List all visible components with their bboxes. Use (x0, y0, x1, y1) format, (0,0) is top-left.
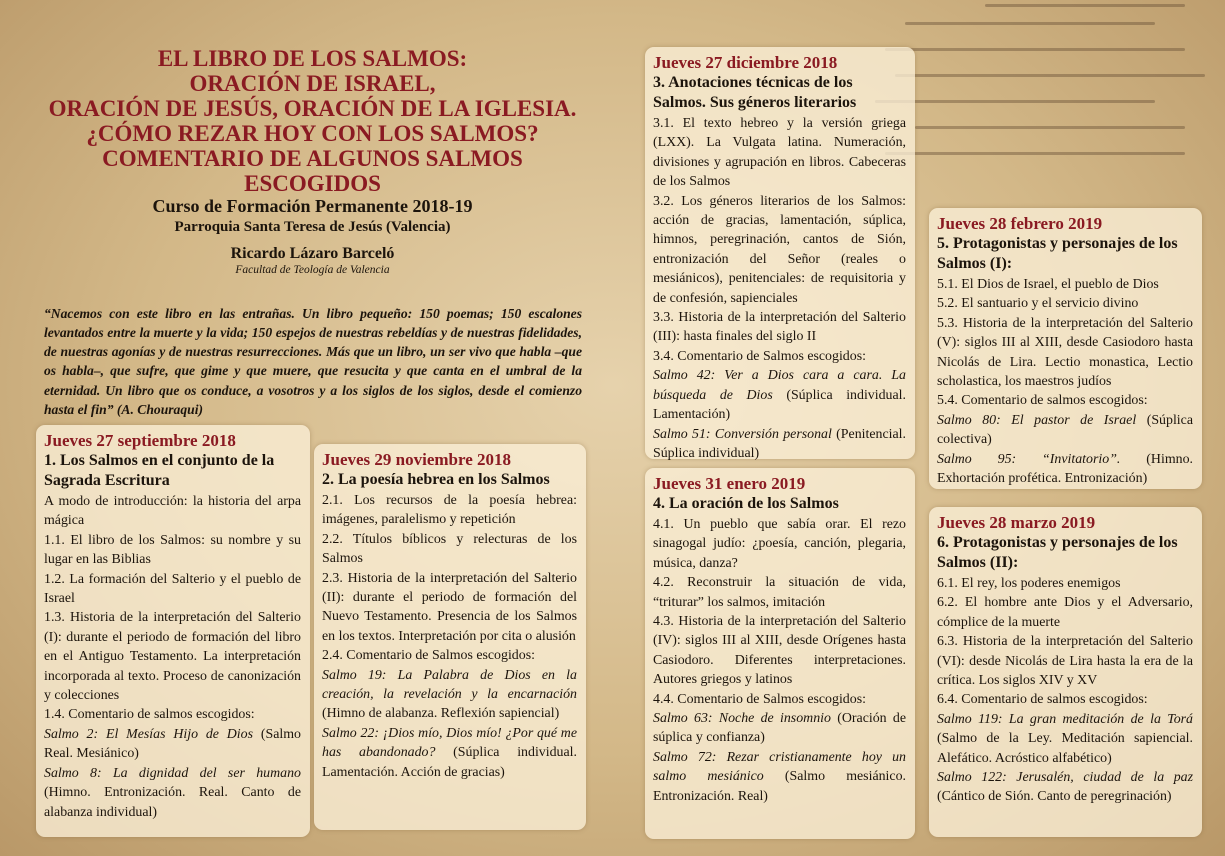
title-line: ORACIÓN DE JESÚS, ORACIÓN DE LA IGLESIA. (48, 96, 577, 121)
psalm-description: (Salmo de la Ley. Meditación sapiencial. Alefático. Acróstico alfabético) (937, 731, 1193, 766)
psalm-ref: Salmo 95: “Invitatorio”. (937, 451, 1121, 467)
psalm-ref: Salmo 19: La Palabra de Dios en la creación, la revelación y la encarnación (322, 667, 577, 703)
session-title: 4. La oración de los Salmos (653, 495, 839, 512)
session-item: 5.3. Historia de la interpretación del Salterio (V): siglos III al XIII, desde Casiodoro hasta Nicolás de Lira. Lectio monastica, Lectio scholastica, los maestros judíos (937, 315, 1193, 390)
session-date: Jueves 27 diciembre 2018 (653, 53, 838, 72)
course-name: Curso de Formación Permanente 2018-19 (152, 196, 473, 216)
psalm-entry (653, 748, 906, 806)
psalm-entry (44, 725, 301, 764)
session-title: 5. Protagonistas y personajes de los Salmos (I): (937, 235, 1178, 272)
session-item: 2.1. Los recursos de la poesía hebrea: imágenes, paralelismo y repetición (322, 493, 577, 528)
session-item: 4.4. Comentario de Salmos escogidos: (653, 691, 866, 707)
session-item: 6.4. Comentario de salmos escogidos: (937, 692, 1148, 708)
session-card (645, 47, 915, 459)
title-line: EL LIBRO DE LOS SALMOS: (157, 46, 468, 71)
session-date: Jueves 28 febrero 2019 (937, 214, 1103, 233)
psalm-entry (937, 710, 1193, 768)
session-item: 3.3. Historia de la interpretación del Salterio (III): hasta finales del siglo II (653, 310, 906, 345)
psalm-entry (937, 768, 1193, 807)
psalm-description: (Penitencial. Súplica individual) (653, 426, 906, 461)
session-card (645, 468, 915, 839)
epigraph-quote: “Nacemos con este libro en las entrañas. Un libro pequeño: 150 poemas; 150 escalones levantados entre la muerte y la vida; 150 espejos de nuestras rebeldías y de nuestras fidelidades, de nuestras agonías y de nuestras resurrecciones. Más que un libro, un ser vivo que habla –que os habla–, que sufre, que gime y que muere, que resucita y que canta en el umbral de la eternidad. Un libro que os conduce, a vosotros y a los siglos de los siglos, desde el comienzo hasta el fin” (A. Chouraqui) (44, 305, 582, 418)
session-item: 4.1. Un pueblo que sabía orar. El rezo sinagogal judío: ¿poesía, canción, plegaria, música, danza? (653, 517, 906, 571)
title-line: ORACIÓN DE ISRAEL, (189, 71, 436, 96)
psalm-ref: Salmo 22: ¡Dios mío, Dios mío! ¿Por qué me has abandonado? (322, 725, 577, 761)
session-item: 1.1. El libro de los Salmos: su nombre y su lugar en las Biblias (44, 532, 301, 568)
psalm-ref: Salmo 80: El pastor de Israel (937, 412, 1137, 428)
session-item: 3.2. Los géneros literarios de los Salmos: acción de gracias, lamentación, súplica, himnos, peregrinación, cantos de Sión, entronización del Señor (reales o mesiánicos), penitenciales: de requisitoria y de confesión, sapienciales (653, 193, 906, 306)
psalm-ref: Salmo 63: Noche de insomnio (653, 711, 831, 727)
psalm-entry (653, 709, 906, 748)
session-item: A modo de introducción: la historia del arpa mágica (44, 494, 301, 529)
session-date: Jueves 29 noviembre 2018 (322, 450, 512, 469)
psalm-entry (322, 666, 577, 724)
session-title: 6. Protagonistas y personajes de los Salmos (II): (937, 534, 1178, 571)
session-title: 2. La poesía hebrea en los Salmos (322, 471, 550, 488)
session-item: 5.1. El Dios de Israel, el pueblo de Dios (937, 277, 1159, 292)
session-title: 3. Anotaciones técnicas de los Salmos. Sus géneros literarios (653, 74, 857, 111)
session-item: 3.1. El texto hebreo y la versión griega (LXX). La Vulgata latina. Numeración, divisiones y agrupación en libros. Cabeceras de los Salmos (653, 116, 906, 190)
session-card (929, 507, 1202, 837)
psalm-description: (Cántico de Sión. Canto de peregrinación) (937, 789, 1172, 805)
session-item: 4.3. Historia de la interpretación del Salterio (IV): siglos III al XIII, desde Orígenes hasta Casiodoro. Diferentes interpretaciones. Autores griegos y latinos (653, 614, 906, 688)
title-line: COMENTARIO DE ALGUNOS SALMOS ESCOGIDOS (102, 146, 523, 196)
psalm-ref: Salmo 72: Rezar cristianamente hoy un salmo mesiánico (653, 749, 906, 785)
psalm-description: (Himno. Entronización. Real. Canto de alabanza individual) (44, 785, 301, 820)
psalm-ref: Salmo 42: Ver a Dios cara a cara. La búsqueda de Dios (653, 368, 906, 403)
session-date: Jueves 28 marzo 2019 (937, 513, 1096, 532)
parish-name: Parroquia Santa Teresa de Jesús (Valencia) (174, 219, 451, 235)
session-item: 3.4. Comentario de Salmos escogidos: (653, 348, 866, 364)
session-item: 2.2. Títulos bíblicos y relecturas de los Salmos (322, 531, 577, 567)
psalm-ref: Salmo 119: La gran meditación de la Torá (937, 711, 1193, 727)
session-item: 4.2. Reconstruir la situación de vida, “triturar” los salmos, imitación (653, 575, 906, 610)
author-name: Ricardo Lázaro Barceló (230, 245, 395, 262)
psalm-description: (Salmo Real. Mesiánico) (44, 726, 301, 762)
psalm-description: (Himno. Exhortación profética. Entronización) (937, 451, 1193, 487)
title-line: ¿CÓMO REZAR HOY CON LOS SALMOS? (86, 121, 539, 146)
session-item: 6.1. El rey, los poderes enemigos (937, 576, 1121, 591)
psalm-entry (322, 724, 577, 782)
psalm-description: (Salmo mesiánico. Entronización. Real) (653, 769, 906, 804)
psalm-entry (44, 764, 301, 822)
psalm-description: (Himno de alabanza. Reflexión sapiencial) (322, 706, 560, 722)
psalm-ref: Salmo 8: La dignidad del ser humano (44, 765, 301, 781)
psalm-description: (Súplica individual. Lamentación) (653, 387, 906, 423)
psalm-entry (937, 411, 1193, 450)
psalm-ref: Salmo 51: Conversión personal (653, 426, 832, 442)
manuscript-script-decoration (865, 0, 1225, 200)
psalm-entry (653, 425, 906, 464)
session-item: 2.3. Historia de la interpretación del Salterio (II): durante el periodo de formación del Nuevo Testamento. Presencia de los Salmos en los textos. Interpretación por cita o alusión (322, 570, 577, 644)
session-card (314, 444, 586, 830)
faculty-name: Facultad de Teología de Valencia (235, 264, 390, 276)
session-item: 1.3. Historia de la interpretación del Salterio (I): durante el periodo de formación del libro en el Antiguo Testamento. La interpretación incorporada al texto. Proceso de canonización y colecciones (44, 610, 301, 704)
session-item: 6.3. Historia de la interpretación del Salterio (VI): desde Nicolás de Lira hasta la era de la crítica. Los siglos XIV y XV (937, 634, 1193, 689)
session-date: Jueves 27 septiembre 2018 (44, 431, 236, 450)
session-card (36, 425, 310, 837)
psalm-ref: Salmo 2: El Mesías Hijo de Dios (44, 726, 254, 742)
psalm-entry (653, 366, 906, 424)
session-item: 1.4. Comentario de salmos escogidos: (44, 707, 255, 723)
session-item: 6.2. El hombre ante Dios y el Adversario, cómplice de la muerte (937, 595, 1193, 630)
session-item: 2.4. Comentario de Salmos escogidos: (322, 648, 535, 664)
header (40, 46, 585, 196)
main-title (40, 46, 585, 196)
session-item: 5.2. El santuario y el servicio divino (937, 296, 1139, 312)
session-date: Jueves 31 enero 2019 (653, 474, 806, 493)
session-item: 5.4. Comentario de salmos escogidos: (937, 393, 1148, 409)
psalm-entry (937, 450, 1193, 489)
session-title: 1. Los Salmos en el conjunto de la Sagrada Escritura (44, 452, 275, 489)
psalm-description: (Súplica individual. Lamentación. Acción de gracias) (322, 745, 577, 780)
psalm-description: (Súplica colectiva) (937, 412, 1193, 448)
psalm-description: (Oración de súplica y confianza) (653, 711, 907, 746)
psalm-ref: Salmo 122: Jerusalén, ciudad de la paz (937, 770, 1193, 786)
session-card (929, 208, 1202, 489)
session-item: 1.2. La formación del Salterio y el pueblo de Israel (44, 571, 301, 607)
